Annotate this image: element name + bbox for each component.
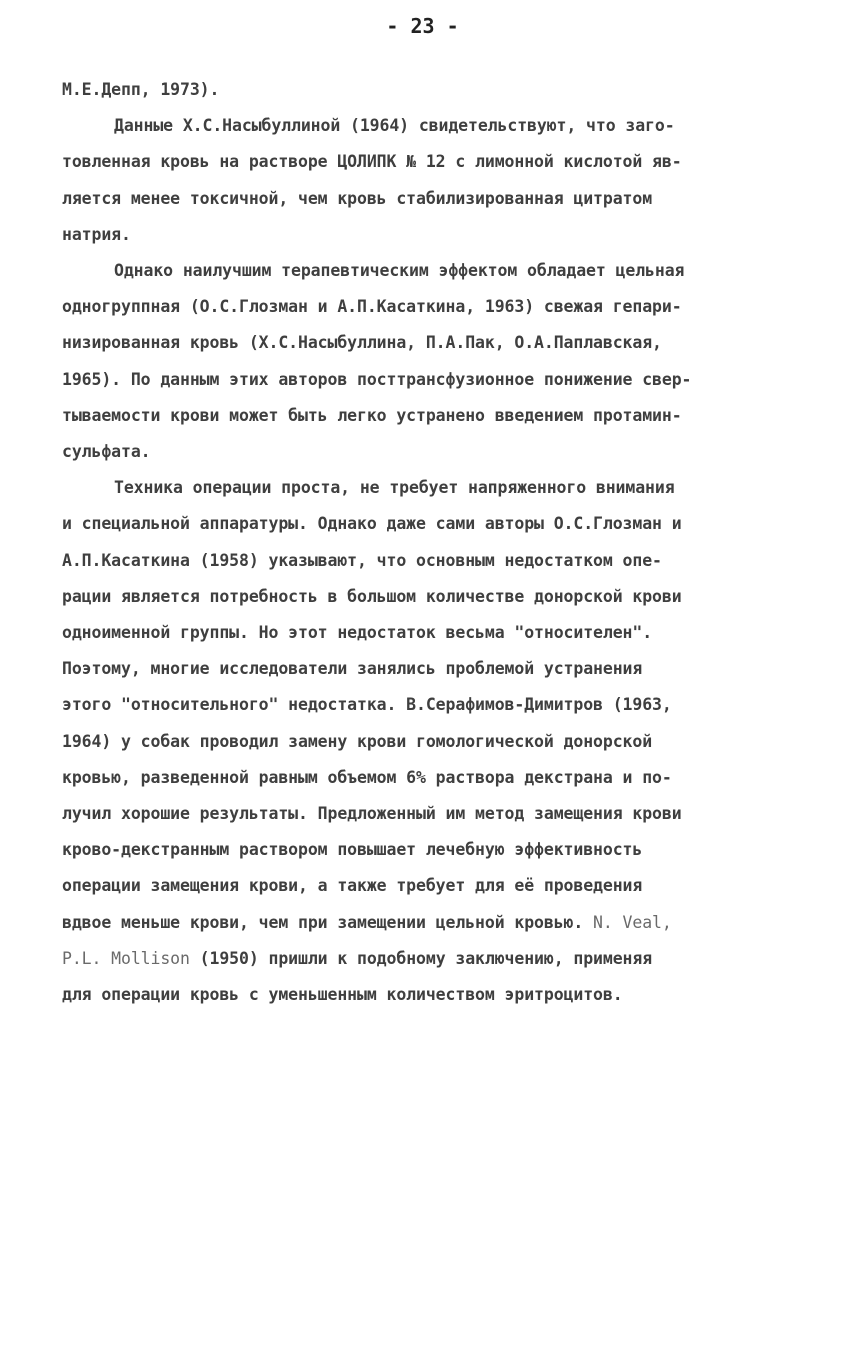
text-line — [62, 615, 792, 651]
line-text: Техника операции проста, не требует напряженного внимания — [114, 478, 675, 498]
text-line — [62, 543, 792, 579]
line-text: М.Е.Депп, 1973). — [62, 80, 220, 99]
line-text: и специальной аппаратуры. Однако даже сами авторы О.С.Глозман и — [62, 514, 682, 534]
line-text: операции замещения крови, а также требует для её проведения — [62, 876, 643, 896]
latin-author-name: N. Veal, — [583, 912, 672, 932]
text-line — [62, 651, 792, 687]
line-text: 1964) у собак проводил замену крови гомологической донорской — [62, 731, 653, 751]
line-text: 1965). По данным этих авторов посттрансфузионное понижение свер- — [62, 369, 692, 389]
text-line — [62, 760, 792, 796]
text-line — [62, 217, 792, 253]
text-line — [62, 506, 792, 542]
text-line — [62, 362, 792, 398]
text-line — [62, 905, 792, 941]
text-line — [62, 289, 792, 325]
line-text: рации является потребность в большом количестве донорской крови — [62, 586, 682, 606]
text-line — [62, 325, 792, 361]
text-line — [62, 72, 792, 108]
line-text: Поэтому, многие исследователи занялись проблемой устранения — [62, 659, 643, 679]
line-text: товленная кровь на растворе ЦОЛИПК № 12 с лимонной кислотой яв- — [62, 152, 682, 172]
text-line — [62, 470, 792, 506]
line-text: для операции кровь с уменьшенным количеством эритроцитов. — [62, 985, 623, 1005]
latin-author-name: P.L. Mollison — [62, 948, 190, 968]
line-text: натрия. — [62, 224, 131, 244]
line-text: Однако наилучшим терапевтическим эффектом обладает цельная — [114, 261, 685, 281]
text-line — [62, 579, 792, 615]
text-line — [62, 941, 792, 977]
text-line — [62, 398, 792, 434]
text-line — [62, 687, 792, 723]
text-line — [62, 796, 792, 832]
text-line — [62, 434, 792, 470]
text-line — [62, 724, 792, 760]
body-text — [62, 72, 792, 1013]
line-text: крово-декстранным раствором повышает лечебную эффективность — [62, 840, 643, 860]
text-line — [62, 868, 792, 904]
line-text: А.П.Касаткина (1958) указывают, что основным недостатком опе- — [62, 550, 662, 570]
line-text: одногруппная (О.С.Глозман и А.П.Касаткина, 1963) свежая гепари- — [62, 297, 682, 317]
line-text: ляется менее токсичной, чем кровь стабилизированная цитратом — [62, 188, 653, 208]
line-text: кровью, разведенной равным объемом 6% раствора декстрана и по- — [62, 767, 672, 787]
text-line — [62, 108, 792, 144]
text-line — [62, 144, 792, 180]
text-line — [62, 832, 792, 868]
line-text: этого "относительного" недостатка. В.Серафимов-Димитров (1963, — [62, 695, 672, 715]
text-line — [62, 181, 792, 217]
text-line — [62, 253, 792, 289]
line-text: низированная кровь (Х.С.Насыбуллина, П.А.Пак, О.А.Паплавская, — [62, 333, 662, 353]
line-text: тываемости крови может быть легко устранено введением протамин- — [62, 405, 682, 425]
line-text: лучил хорошие результаты. Предложенный им метод замещения крови — [62, 804, 682, 824]
line-text: Данные Х.С.Насыбуллиной (1964) свидетельствуют, что заго- — [114, 116, 675, 136]
line-text: сульфата. — [62, 442, 151, 462]
text-line — [62, 977, 792, 1013]
line-text: вдвое меньше крови, чем при замещении цельной кровью. — [62, 912, 584, 932]
line-text: одноименной группы. Но этот недостаток весьма "относителен". — [62, 623, 653, 643]
page-number: - 23 - — [386, 14, 459, 38]
line-text-continued: (1950) пришли к подобному заключению, применяя — [189, 948, 653, 968]
